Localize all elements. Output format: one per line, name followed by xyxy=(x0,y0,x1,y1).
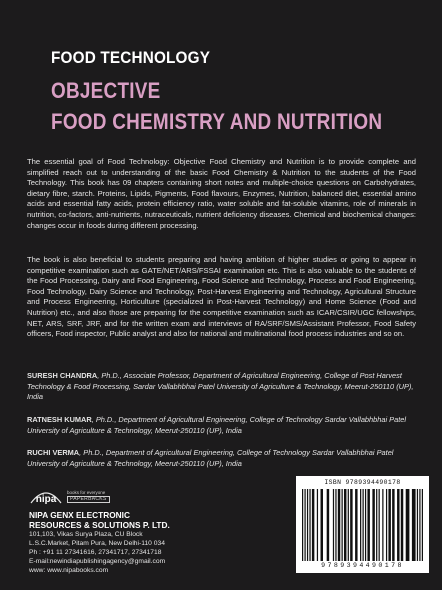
publisher-logo xyxy=(29,487,110,505)
logo-tagline: books for everyone xyxy=(67,489,106,495)
logo-imprint: PAPERBACKS xyxy=(67,496,110,503)
publisher-name-line1: NIPA GENX ELECTRONIC xyxy=(29,510,130,520)
author-name: SURESH CHANDRA xyxy=(27,371,98,380)
author-details: , Ph.D., Department of Agricultural Engineering, College of Technology Sardar Vallabhbhai Patel University of Agriculture & Technology, Meerut-250110 (UP), India xyxy=(27,415,407,435)
isbn-barcode xyxy=(296,476,429,573)
barcode-bars xyxy=(302,489,423,561)
phone-line: Ph : +91 11 27341616, 27341717, 27341718 xyxy=(29,548,162,556)
series-title: FOOD TECHNOLOGY xyxy=(51,48,211,67)
logo-wordmark: nipa xyxy=(35,494,57,505)
description-paragraph-1: The essential goal of Food Technology: Objective Food Chemistry and Nutrition is to provide complete and simplified reach out to understanding of the basic Food Chemistry & Nutrition to the students of the Food Technology. This book has 09 chapters containing short notes and multiple-choice questions on Carbohydrates, dietary fibre, starch. Proteins, Lipids, Pigments, Food flavours, Enzymes, Nutrition, balanced diet, essential amino acids and essential fatty acids, protein efficiency ratio, water soluble and fat-soluble vitamins, role of minerals in nutrition, co-factors, anti-nutrients, nutraceuticals, nutrient deficiency diseases. Chemical and biochemical changes: changes occur in foods during different processing. xyxy=(27,157,416,230)
logo-tagline-block xyxy=(67,490,110,503)
email-line: E-mail:newindiapublishingagency@gmail.com xyxy=(29,557,166,565)
author-details: , Ph.D., Associate Professor, Department of Agricultural Engineering, College of Post Harvest Technology & Food Processing, Sardar Vallabhbhai Patel University of Agriculture & Technology, Meerut-250110 (UP), India xyxy=(27,371,414,402)
book-title-line2: FOOD CHEMISTRY AND NUTRITION xyxy=(51,109,383,134)
author-details: , Ph.D., Department of Agricultural Engineering, College of Technology Sardar Vallabhbhai Patel University of Agriculture & Technology, Meerut-250110 (UP), India xyxy=(27,448,394,468)
author-bio-3 xyxy=(27,448,422,469)
publisher-name-line2: RESOURCES & SOLUTIONS P. LTD. xyxy=(29,520,170,530)
isbn-digits: 9789394490178 xyxy=(321,562,404,569)
description-paragraph-2: The book is also beneficial to students preparing and having ambition of higher studies or going to appear in competitive examination such as GATE/NET/ARS/FSSAI examination etc. This is also valuable to the students of the Food Processing, Dairy and Food Engineering, Food Science and Technology, Process and Food Engineering, Food Technology, Dairy Science and Technology, Post-Harvest Engineering and Technology, Agricultural Structure and Process Engineering, Horticulture (specialized in Post-Harvest Technology) and Home Science (Food and Nutrition) etc., and also those are preparing for the competitive examination such as ICAR/CSIR/UGC fellowships, NET, ARS, SRF, JRF, and for the written exam and interviews of RA/SRF/SMS/Assistant Professor, Food Safety officers, Food inspector, Public analyst and also for national and multinational food process industries and so on. xyxy=(27,255,416,339)
address-line: 101,103, Vikas Surya Plaza, CU Block xyxy=(29,531,143,538)
author-bio-2 xyxy=(27,415,422,436)
book-title-line1: OBJECTIVE xyxy=(51,78,161,103)
publisher-name xyxy=(29,510,170,530)
nipa-logo-icon xyxy=(29,487,63,505)
publisher-address xyxy=(29,531,165,576)
author-name: RATNESH KUMAR xyxy=(27,415,92,424)
author-name: RUCHI VERMA xyxy=(27,448,80,457)
website-line: www: www.nipabooks.com xyxy=(29,566,109,574)
address-line: L.S.C.Market, Pitam Pura, New Delhi-110 034 xyxy=(29,539,165,547)
isbn-label: ISBN 9789394490178 xyxy=(324,479,401,486)
author-bio-1 xyxy=(27,371,422,403)
